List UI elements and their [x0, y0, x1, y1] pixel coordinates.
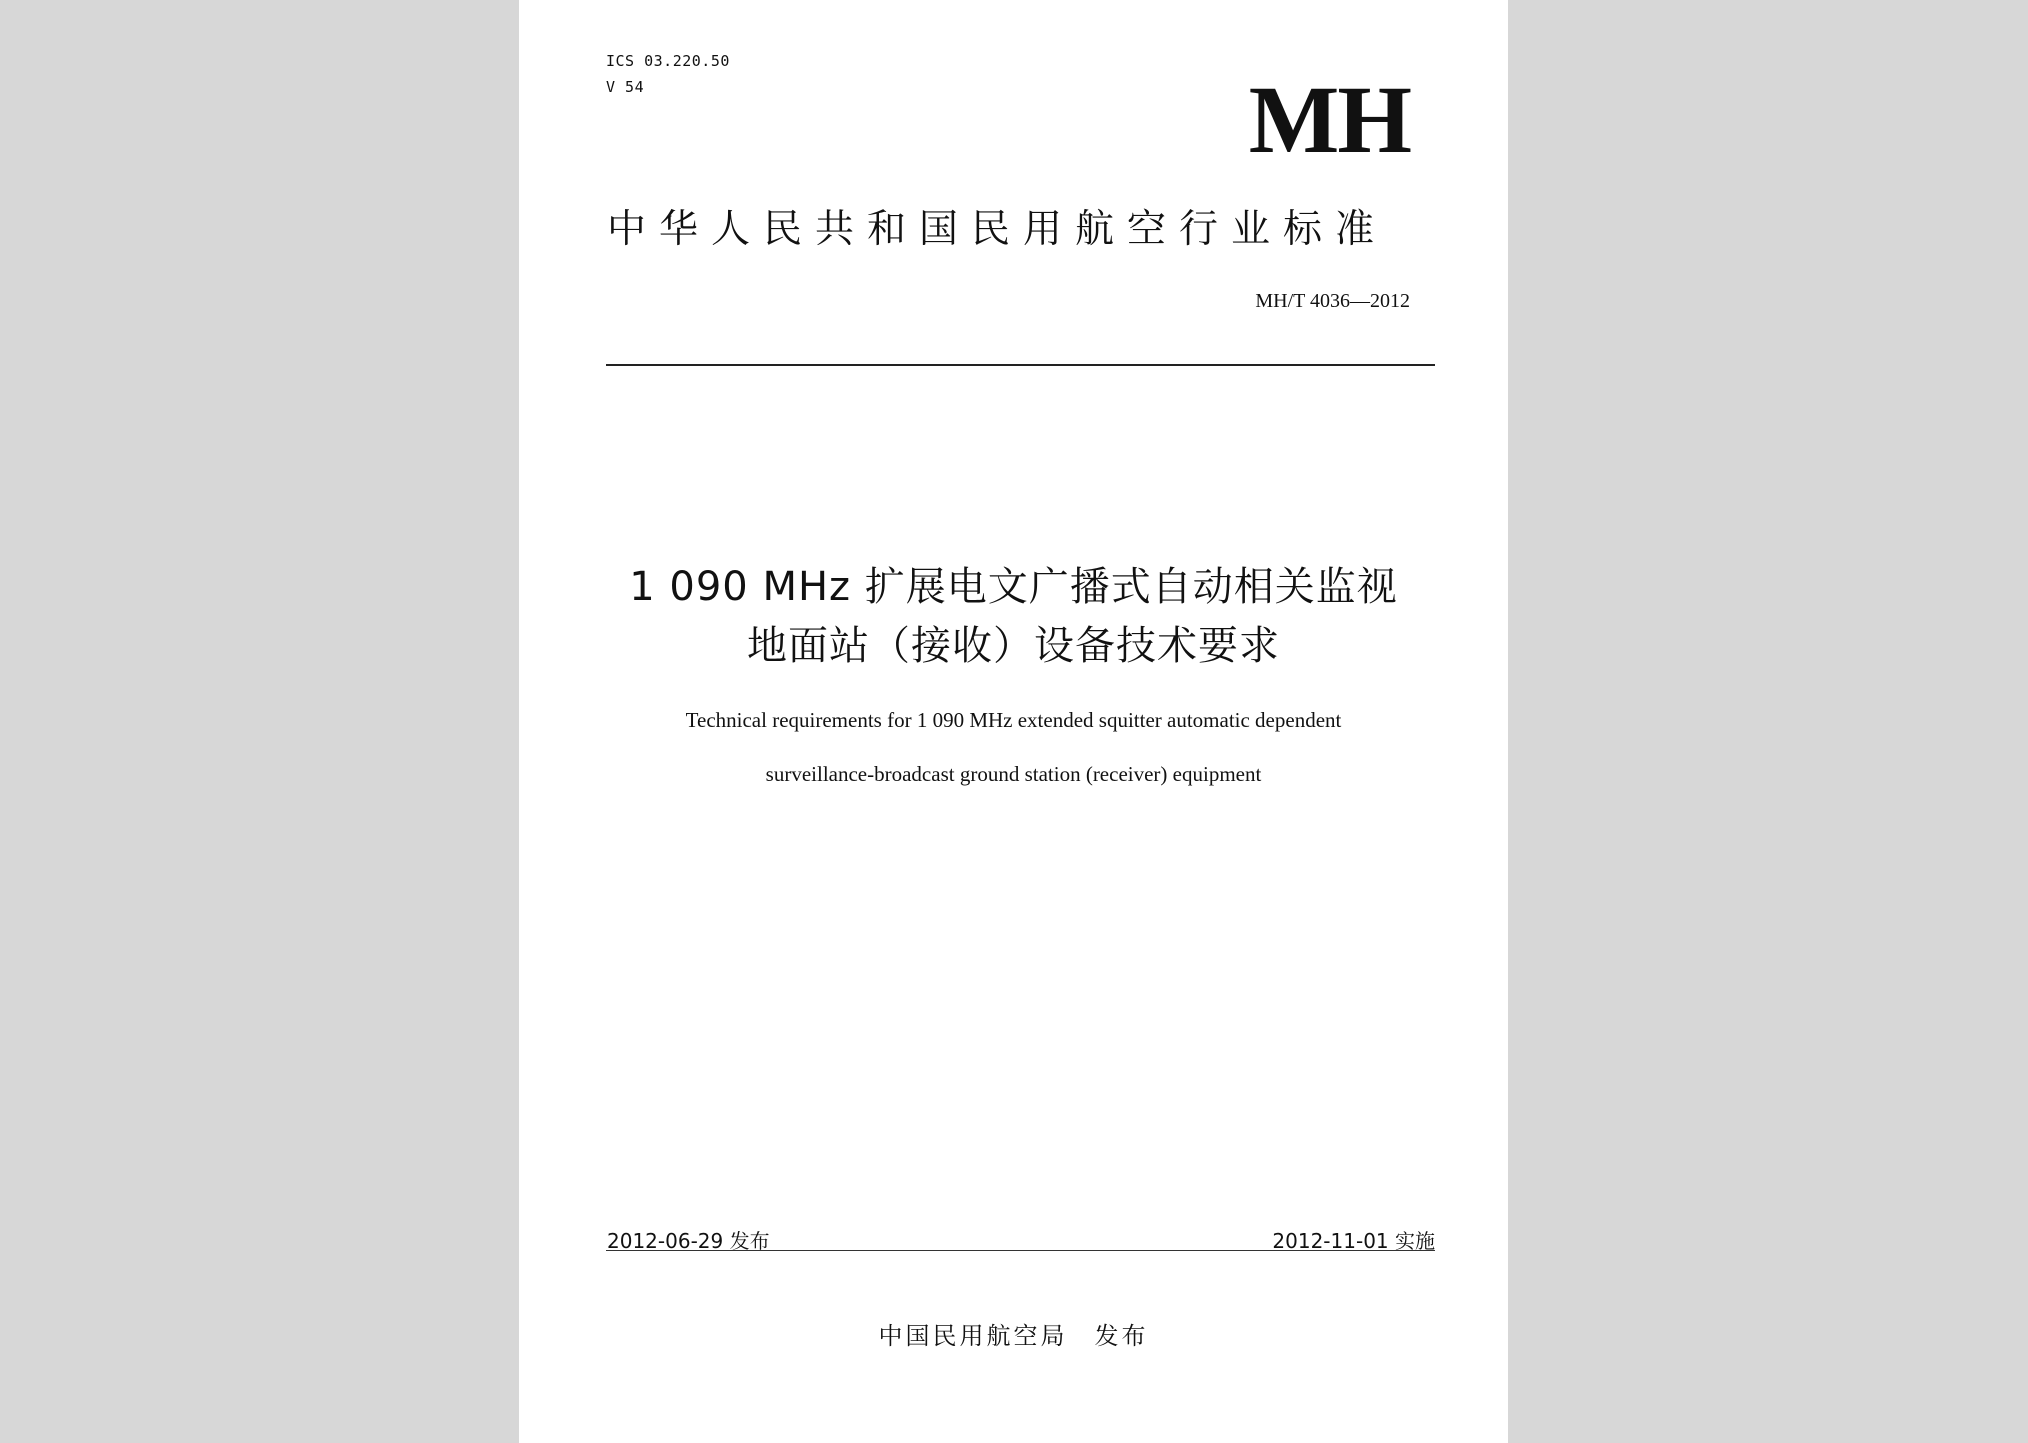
title-chinese-line-1: 1 090 MHz 扩展电文广播式自动相关监视 [629, 564, 1398, 610]
top-divider [606, 364, 1435, 366]
mh-logo: MH [1248, 66, 1410, 173]
ics-code: ICS 03.220.50 [606, 52, 730, 70]
standard-type: 中华人民共和国民用航空行业标准 [607, 207, 1388, 252]
standard-number: MH/T 4036—2012 [1255, 290, 1410, 312]
publisher: 中国民用航空局 发布 [878, 1322, 1149, 1350]
issue-date: 2012-06-29 发布 [607, 1229, 770, 1253]
document-page [519, 0, 1508, 1443]
implementation-date: 2012-11-01 实施 [1272, 1229, 1435, 1253]
bottom-divider [606, 1250, 1435, 1251]
title-english-line-2: surveillance-broadcast ground station (receiver) equipment [765, 762, 1262, 786]
ccs-code: V 54 [606, 78, 645, 96]
title-chinese-line-2: 地面站（接收）设备技术要求 [747, 623, 1280, 669]
title-english-line-1: Technical requirements for 1 090 MHz extended squitter automatic dependent [685, 708, 1342, 732]
